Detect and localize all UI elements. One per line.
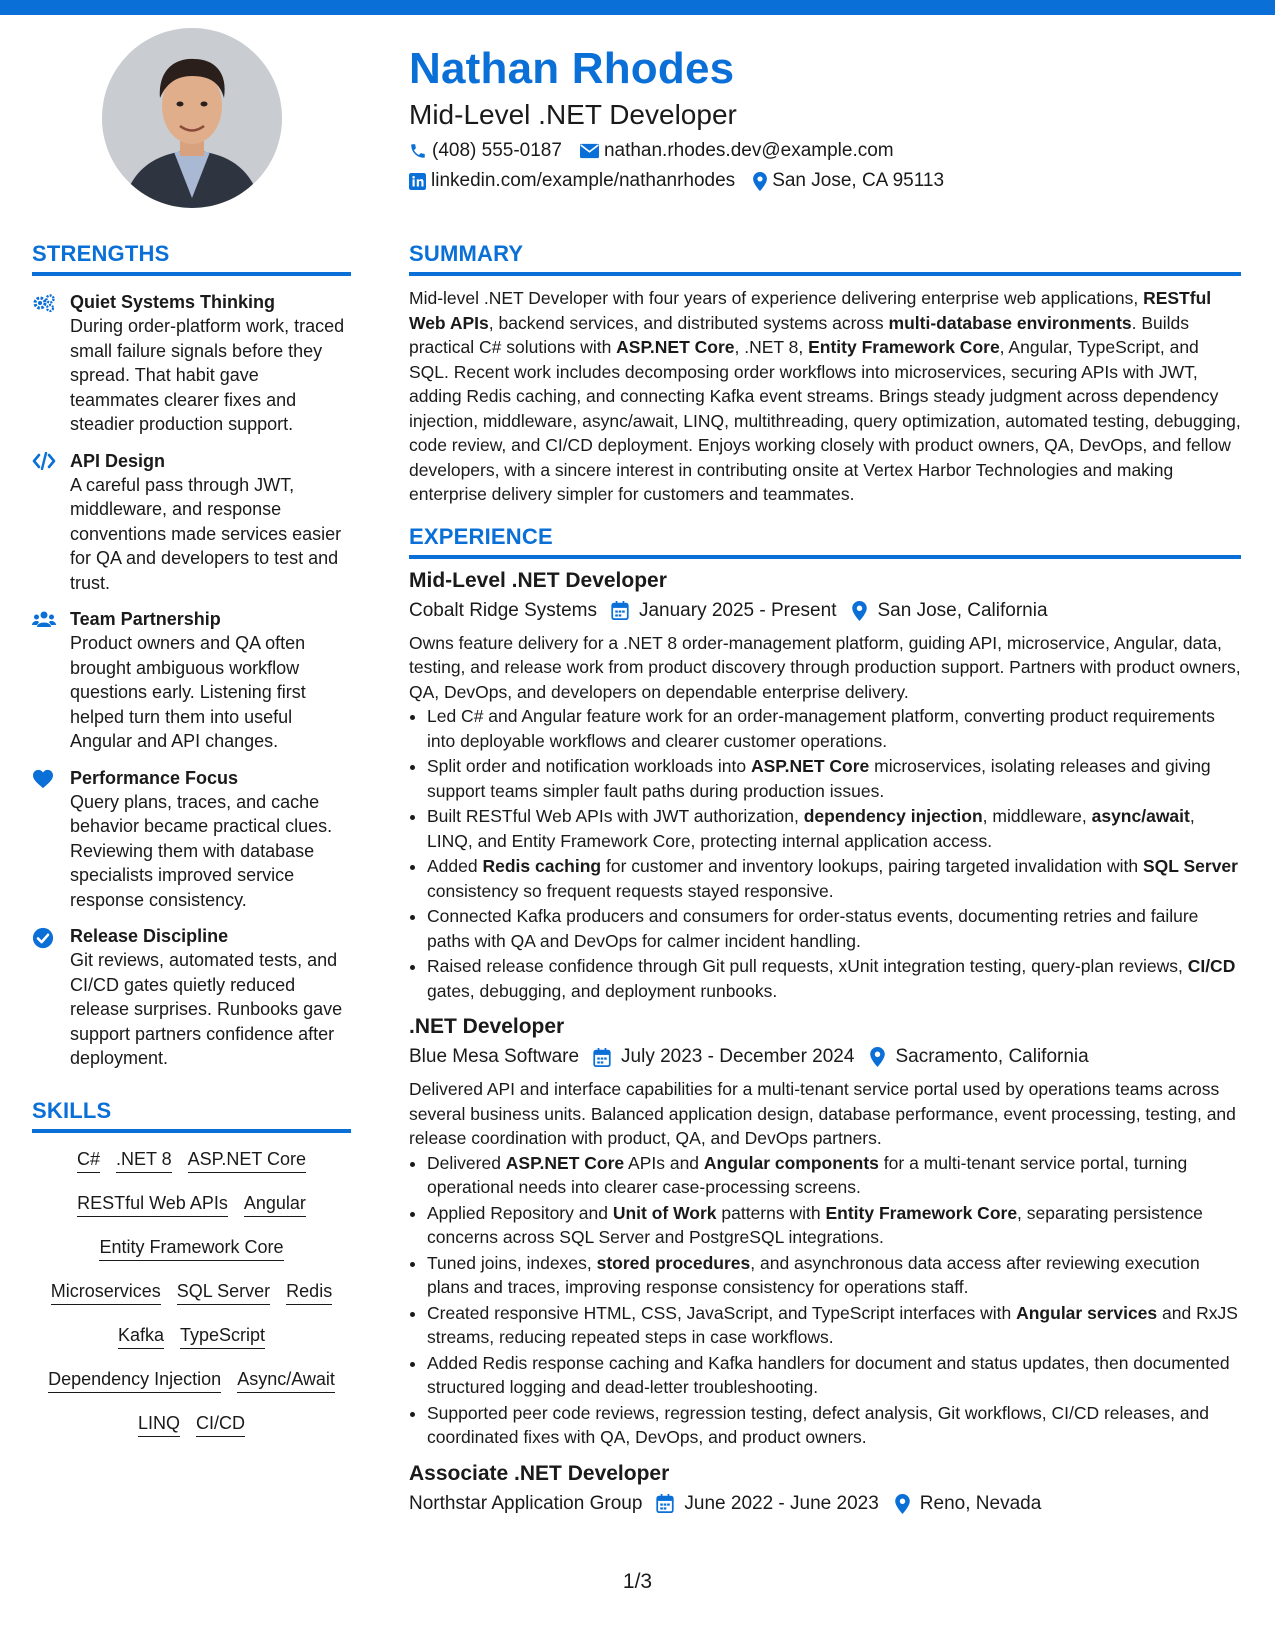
contact-row-2: [409, 168, 1249, 194]
skill-tag: Entity Framework Core: [99, 1235, 283, 1261]
strengths-list: [32, 290, 351, 1071]
job-dates-text: July 2023 - December 2024: [621, 1046, 855, 1067]
strength-description: Git reviews, automated tests, and CI/CD gates quietly reduced release surprises. Runbooks gave support partners confidence after deployment.: [70, 950, 343, 1068]
text-segment: Raised release confidence through Git pull requests, xUnit integration testing, query-plan reviews,: [427, 956, 1188, 976]
job-dates-text: June 2022 - June 2023: [684, 1492, 879, 1514]
skill-tag: TypeScript: [180, 1323, 265, 1349]
code-icon: [32, 449, 70, 596]
summary-text: [409, 286, 1241, 507]
linkedin-text: linkedin.com/example/nathanrhodes: [431, 170, 736, 191]
company-name: Northstar Application Group: [409, 1492, 643, 1514]
skill-row: [32, 1235, 351, 1261]
skill-tag: Angular: [244, 1191, 306, 1217]
job-bullets: [409, 704, 1241, 1003]
phone-text: (408) 555-0187: [432, 140, 562, 161]
job-bullet: [427, 1251, 1241, 1300]
calendar-icon: [611, 601, 629, 620]
text-segment: Created responsive HTML, CSS, JavaScript, and TypeScript interfaces with: [427, 1302, 1017, 1323]
skill-row: [32, 1147, 351, 1173]
bold-text: Unit of Work: [612, 1202, 717, 1223]
jobs-list: [409, 567, 1241, 1518]
skill-tag: Async/Await: [237, 1367, 335, 1393]
bold-text: stored procedures: [596, 1252, 751, 1273]
job-dates: [611, 597, 837, 625]
job-title: Mid-Level .NET Developer: [409, 568, 667, 592]
job-dates: [656, 1490, 878, 1518]
strength-body: [70, 766, 351, 913]
strengths-heading: STRENGTHS: [32, 240, 351, 276]
phone-contact[interactable]: [409, 138, 562, 164]
bold-text: multi-database environments: [888, 312, 1132, 333]
job-location-text: Sacramento, California: [895, 1046, 1089, 1067]
strength-description: During order-platform work, traced small failure signals before they spread. That habit gave teammates clearer fixes and steadier production support.: [70, 316, 345, 434]
job-bullet: [427, 1151, 1241, 1200]
location-text: San Jose, CA 95113: [772, 170, 945, 191]
bold-text: async/await: [1091, 806, 1190, 826]
skill-tag: SQL Server: [177, 1279, 270, 1305]
strength-description: A careful pass through JWT, middleware, and response conventions made services easier for QA and developers to test and trust.: [70, 474, 342, 593]
skill-row: [32, 1323, 351, 1349]
gears-icon: [32, 290, 70, 437]
job-bullet: [427, 1201, 1241, 1250]
company-name: Cobalt Ridge Systems: [409, 599, 597, 621]
resume-header: [409, 40, 1249, 194]
text-segment: , Angular, TypeScript, and SQL. Recent work includes decomposing order workflows into microservices, securing APIs with JWT, adding Redis caching, and connecting Kafka event streams. Brings steady judgment across dependency injection, middleware, async/await, LINQ, multithreading, query optimization, automated testing, debugging, code review, and CI/CD deployment. Enjoys working closely with product owners, QA, DevOps, and fellow developers, with a sincere interest in contributing onsite at Vertex Harbor Technologies and making enterprise delivery simpler for customers and teammates.: [409, 337, 1241, 504]
job-bullets: [409, 1151, 1241, 1450]
text-segment: , middleware,: [982, 806, 1092, 826]
map-pin-icon: [895, 1494, 910, 1514]
bold-text: SQL Server: [1142, 856, 1238, 876]
strength-title: Performance Focus: [70, 767, 239, 788]
skill-tag: Kafka: [118, 1323, 164, 1349]
job-bullet: [427, 1351, 1241, 1400]
strength-item: [32, 607, 351, 754]
text-segment: microservices, isolating releases and giving support teams simpler fault paths during production issues.: [427, 756, 1211, 801]
skill-tag: ASP.NET Core: [188, 1147, 306, 1173]
job-entry: [409, 567, 1241, 1004]
calendar-icon: [593, 1048, 611, 1067]
job-bullet: [427, 1401, 1241, 1450]
strength-title: API Design: [70, 450, 166, 471]
company-name: Blue Mesa Software: [409, 1046, 580, 1067]
job-bullet: [427, 1301, 1241, 1350]
email-text: nathan.rhodes.dev@example.com: [603, 140, 894, 161]
strength-title: Quiet Systems Thinking: [70, 292, 276, 312]
text-segment: , separating persistence concerns across SQL Server and PostgreSQL integrations.: [427, 1202, 1203, 1247]
skills-heading: SKILLS: [32, 1097, 351, 1133]
text-segment: patterns with: [716, 1202, 826, 1223]
strength-description: Query plans, traces, and cache behavior became practical clues. Reviewing them with database specialists improved service response consistency.: [70, 791, 333, 910]
strength-item: [32, 449, 351, 596]
job-title: .NET Developer: [409, 1015, 565, 1038]
job-location-text: San Jose, California: [877, 599, 1048, 621]
job-location: [852, 597, 1047, 625]
text-segment: Built RESTful Web APIs with JWT authorization,: [427, 806, 804, 826]
text-segment: for customer and inventory lookups, pairing targeted invalidation with: [601, 856, 1143, 876]
candidate-name: Nathan Rhodes: [409, 44, 735, 93]
strength-body: [70, 607, 351, 754]
skills-list: [32, 1147, 351, 1437]
skill-row: [32, 1279, 351, 1305]
text-segment: , .NET 8,: [734, 337, 809, 357]
skill-tag: Redis: [286, 1279, 332, 1305]
skill-tag: RESTful Web APIs: [77, 1191, 228, 1217]
text-segment: Led C# and Angular feature work for an order-management platform, converting product requirements into deployable workflows and clearer customer operations.: [427, 706, 1215, 751]
strength-description: Product owners and QA often brought ambiguous workflow questions early. Listening first helped turn them into useful Angular and API changes.: [70, 633, 306, 751]
job-description: Owns feature delivery for a .NET 8 order-management platform, guiding API, microservice, Angular, data, testing, and release work from product discovery through production support. Partners with product owners, QA, DevOps, and developers on dependable enterprise delivery.: [409, 632, 1241, 702]
linkedin-contact[interactable]: [409, 168, 735, 194]
calendar-icon: [656, 1494, 674, 1513]
text-segment: , backend services, and distributed systems across: [488, 312, 889, 333]
skill-row: [32, 1367, 351, 1393]
map-pin-icon: [753, 172, 767, 191]
page-number: 1/3: [622, 1570, 653, 1593]
job-entry: [409, 1460, 1241, 1518]
text-segment: . Builds practical C# solutions with: [409, 312, 1190, 357]
left-column: [32, 240, 351, 1455]
bold-text: ASP.NET Core: [505, 1152, 625, 1173]
text-segment: for a multi-tenant service portal, turning operational needs into clearer case-processing screens.: [427, 1152, 1188, 1197]
skill-tag: Dependency Injection: [48, 1367, 221, 1393]
text-segment: Tuned joins, indexes,: [427, 1252, 597, 1273]
job-meta: [409, 597, 1241, 625]
strength-item: [32, 924, 351, 1071]
text-segment: Mid-level .NET Developer with four years of experience delivering enterprise web applications,: [409, 288, 1144, 308]
text-segment: Delivered: [427, 1152, 506, 1173]
strength-title: Team Partnership: [70, 609, 221, 629]
text-segment: Supported peer code reviews, regression testing, defect analysis, Git workflows, CI/CD releases, and coordinated fixes with QA, DevOps, and product owners.: [427, 1402, 1210, 1447]
check-circle-icon: [32, 924, 70, 1071]
job-bullet: [427, 754, 1241, 803]
bold-text: Entity Framework Core: [825, 1202, 1018, 1223]
job-dates: [593, 1043, 854, 1071]
text-segment: gates, debugging, and deployment runbooks.: [427, 980, 778, 1001]
job-bullet: [427, 804, 1241, 853]
skill-row: [32, 1191, 351, 1217]
job-bullet: [427, 854, 1241, 903]
skill-tag: CI/CD: [196, 1411, 245, 1437]
job-bullet: [427, 954, 1241, 1003]
right-column: [409, 240, 1241, 1518]
linkedin-icon: [409, 173, 426, 190]
skill-row: [32, 1411, 351, 1437]
bold-text: ASP.NET Core: [750, 756, 870, 776]
strength-item: [32, 766, 351, 913]
job-entry: [409, 1013, 1241, 1450]
strength-body: [70, 449, 351, 596]
bold-text: Redis caching: [482, 856, 602, 876]
strength-title: Release Discipline: [70, 926, 229, 946]
job-bullet: [427, 904, 1241, 953]
job-location-text: Reno, Nevada: [919, 1492, 1042, 1514]
skill-tag: LINQ: [138, 1411, 180, 1437]
job-title: Associate .NET Developer: [409, 1461, 670, 1485]
profile-photo: [102, 28, 282, 208]
text-segment: consistency so frequent requests stayed responsive.: [427, 880, 834, 901]
text-segment: , and asynchronous data access after reviewing execution plans and traces, improving response consistency for operations staff.: [427, 1252, 1200, 1297]
text-segment: , LINQ, and Entity Framework Core, protecting internal application access.: [427, 806, 1195, 851]
strength-body: [70, 290, 351, 437]
text-segment: Applied Repository and: [427, 1202, 613, 1223]
job-description: Delivered API and interface capabilities for a multi-tenant service portal used by operations teams across several business units. Balanced application design, database performance, event processing, testing, and release coordination with product, QA, and DevOps partners.: [409, 1079, 1236, 1148]
location-contact: [753, 168, 944, 194]
bold-text: Angular services: [1016, 1302, 1158, 1323]
users-icon: [32, 607, 70, 754]
text-segment: Added: [427, 856, 483, 876]
summary-heading: SUMMARY: [409, 240, 1241, 276]
experience-heading: EXPERIENCE: [409, 523, 1241, 559]
text-segment: Connected Kafka producers and consumers for order-status events, documenting retries and failure paths with QA and DevOps for calmer incident handling.: [427, 906, 1199, 951]
skill-tag: C#: [77, 1147, 100, 1173]
email-icon: [580, 143, 599, 159]
text-segment: and RxJS streams, reducing repeated steps in case workflows.: [427, 1302, 1238, 1347]
job-meta: [409, 1490, 1241, 1518]
job-location: [895, 1490, 1041, 1518]
email-contact[interactable]: [580, 138, 894, 164]
bold-text: CI/CD: [1187, 956, 1236, 976]
map-pin-icon: [852, 601, 867, 621]
bold-text: RESTful Web APIs: [409, 288, 1212, 333]
bold-text: Entity Framework Core: [808, 337, 1000, 357]
job-dates-text: January 2025 - Present: [638, 599, 837, 621]
bold-text: dependency injection: [803, 806, 983, 826]
strength-item: [32, 290, 351, 437]
skill-tag: Microservices: [51, 1279, 161, 1305]
contact-row-1: [409, 138, 1249, 164]
strength-body: [70, 924, 351, 1071]
phone-icon: [409, 142, 427, 160]
skill-tag: .NET 8: [116, 1147, 172, 1173]
top-accent-bar: [0, 0, 1275, 15]
candidate-title: Mid-Level .NET Developer: [409, 99, 737, 130]
job-bullet: [427, 704, 1241, 753]
text-segment: Split order and notification workloads into: [427, 756, 751, 776]
text-segment: Added Redis response caching and Kafka handlers for document and status updates, then documented structured logging and dead-letter troubleshooting.: [427, 1352, 1230, 1397]
bold-text: Angular components: [703, 1152, 879, 1173]
heart-icon: [32, 766, 70, 913]
text-segment: APIs and: [624, 1152, 704, 1173]
job-location: [870, 1043, 1088, 1071]
job-meta: [409, 1043, 1241, 1071]
bold-text: ASP.NET Core: [616, 337, 735, 357]
map-pin-icon: [870, 1047, 885, 1067]
